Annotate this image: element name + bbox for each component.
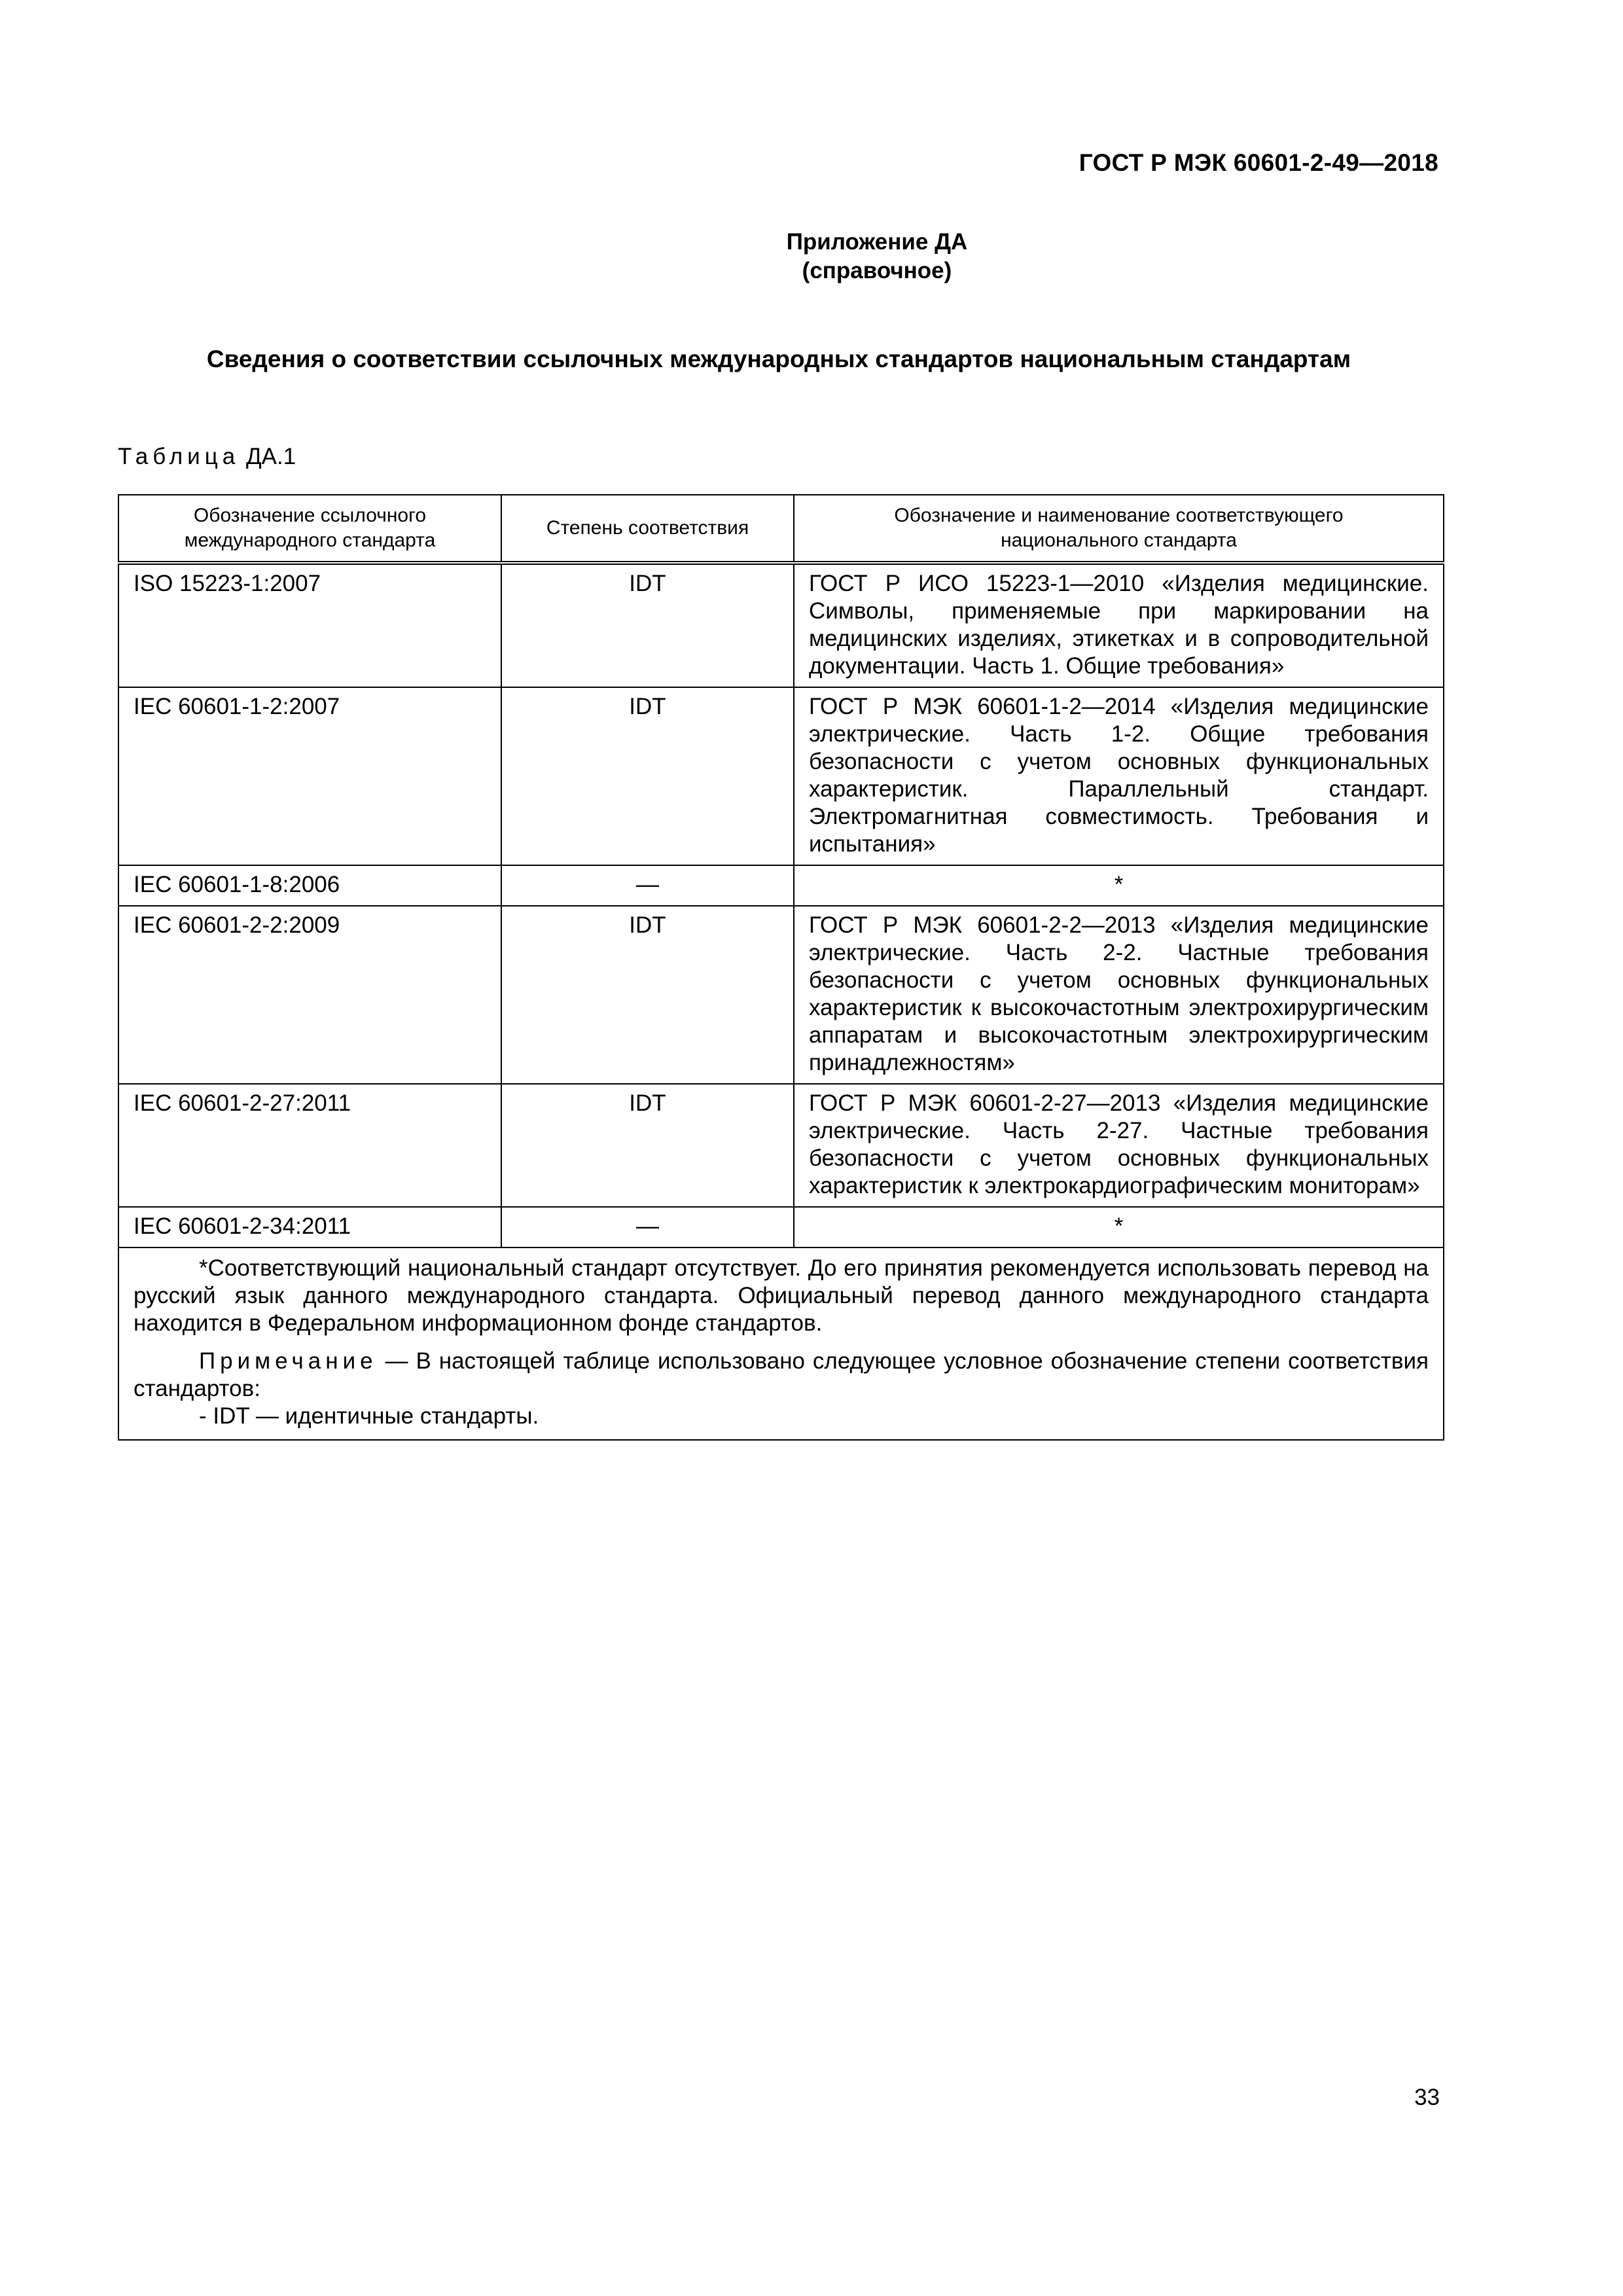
table-footer-row [118, 1247, 1444, 1440]
document-code: ГОСТ Р МЭК 60601-2-49—2018 [1079, 149, 1438, 176]
page-number: 33 [1414, 2085, 1440, 2110]
correspondence-table [118, 494, 1444, 1441]
header-national: Обозначение и наименование соответствующего национального стандарта [794, 495, 1444, 563]
cell-national: * [794, 1207, 1444, 1247]
cell-degree: — [501, 1207, 794, 1247]
note [134, 1348, 1429, 1403]
footnote: *Соответствующий национальный стандарт отсутствует. До его принятия рекомендуется использовать перевод на русский язык данного международного стандарта. Официальный перевод данного международного стандарта находится в Федеральном информационном фонде стандартов. [134, 1255, 1429, 1336]
appendix-heading [0, 228, 1623, 285]
note-item: - IDT — идентичные стандарты. [199, 1403, 539, 1429]
appendix-title: Приложение ДА [786, 229, 968, 255]
section-title: Сведения о соответствии ссылочных международных стандартов национальным стандартам [206, 346, 1351, 372]
table-row [118, 687, 1444, 865]
table-footer [118, 1247, 1444, 1440]
table-row [118, 906, 1444, 1084]
cell-degree: IDT [501, 687, 794, 865]
cell-degree: IDT [501, 906, 794, 1084]
table-caption [118, 444, 296, 470]
table-caption-prefix: Таблица [118, 444, 240, 469]
table-header-row [118, 495, 1444, 563]
note-text: — В настоящей таблице использовано следующее условное обозначение степени соответствия стандартов: [134, 1348, 1429, 1401]
table-caption-number: ДА.1 [245, 444, 296, 469]
header-designation: Обозначение ссылочного международного стандарта [118, 495, 501, 563]
cell-national: ГОСТ Р МЭК 60601-1-2—2014 «Изделия медицинские электрические. Часть 1-2. Общие требования безопасности с учетом основных функциональных характеристик. Параллельный стандарт. Электромагнитная совместимость. Требования и испытания» [794, 687, 1444, 865]
cell-national: ГОСТ Р МЭК 60601-2-27—2013 «Изделия медицинские электрические. Часть 2-27. Частные требования безопасности с учетом основных функциональных характеристик к электрокардиографическим мониторам» [794, 1084, 1444, 1207]
cell-national: ГОСТ Р МЭК 60601-2-2—2013 «Изделия медицинские электрические. Часть 2-2. Частные требования безопасности с учетом основных функциональных характеристик к высокочастотным электрохирургическим аппаратам и высокочастотным электрохирургическим принадлежностям» [794, 906, 1444, 1084]
appendix-subtitle: (справочное) [802, 258, 952, 283]
cell-degree: IDT [501, 1084, 794, 1207]
cell-designation: ISO 15223-1:2007 [118, 563, 501, 687]
cell-national: * [794, 865, 1444, 906]
table-row [118, 865, 1444, 906]
cell-designation: IEC 60601-2-2:2009 [118, 906, 501, 1084]
cell-designation: IEC 60601-2-27:2011 [118, 1084, 501, 1207]
note-label: Примечание [199, 1348, 378, 1374]
cell-designation: IEC 60601-2-34:2011 [118, 1207, 501, 1247]
header-degree: Степень соответствия [501, 495, 794, 563]
cell-designation: IEC 60601-1-2:2007 [118, 687, 501, 865]
cell-degree: IDT [501, 563, 794, 687]
table-row [118, 1207, 1444, 1247]
cell-national: ГОСТ Р ИСО 15223-1—2010 «Изделия медицинские. Символы, применяемые при маркировании на медицинских изделиях, этикетках и в сопроводительной документации. Часть 1. Общие требования» [794, 563, 1444, 687]
cell-degree: — [501, 865, 794, 906]
table-row [118, 563, 1444, 687]
cell-designation: IEC 60601-1-8:2006 [118, 865, 501, 906]
table-row [118, 1084, 1444, 1207]
